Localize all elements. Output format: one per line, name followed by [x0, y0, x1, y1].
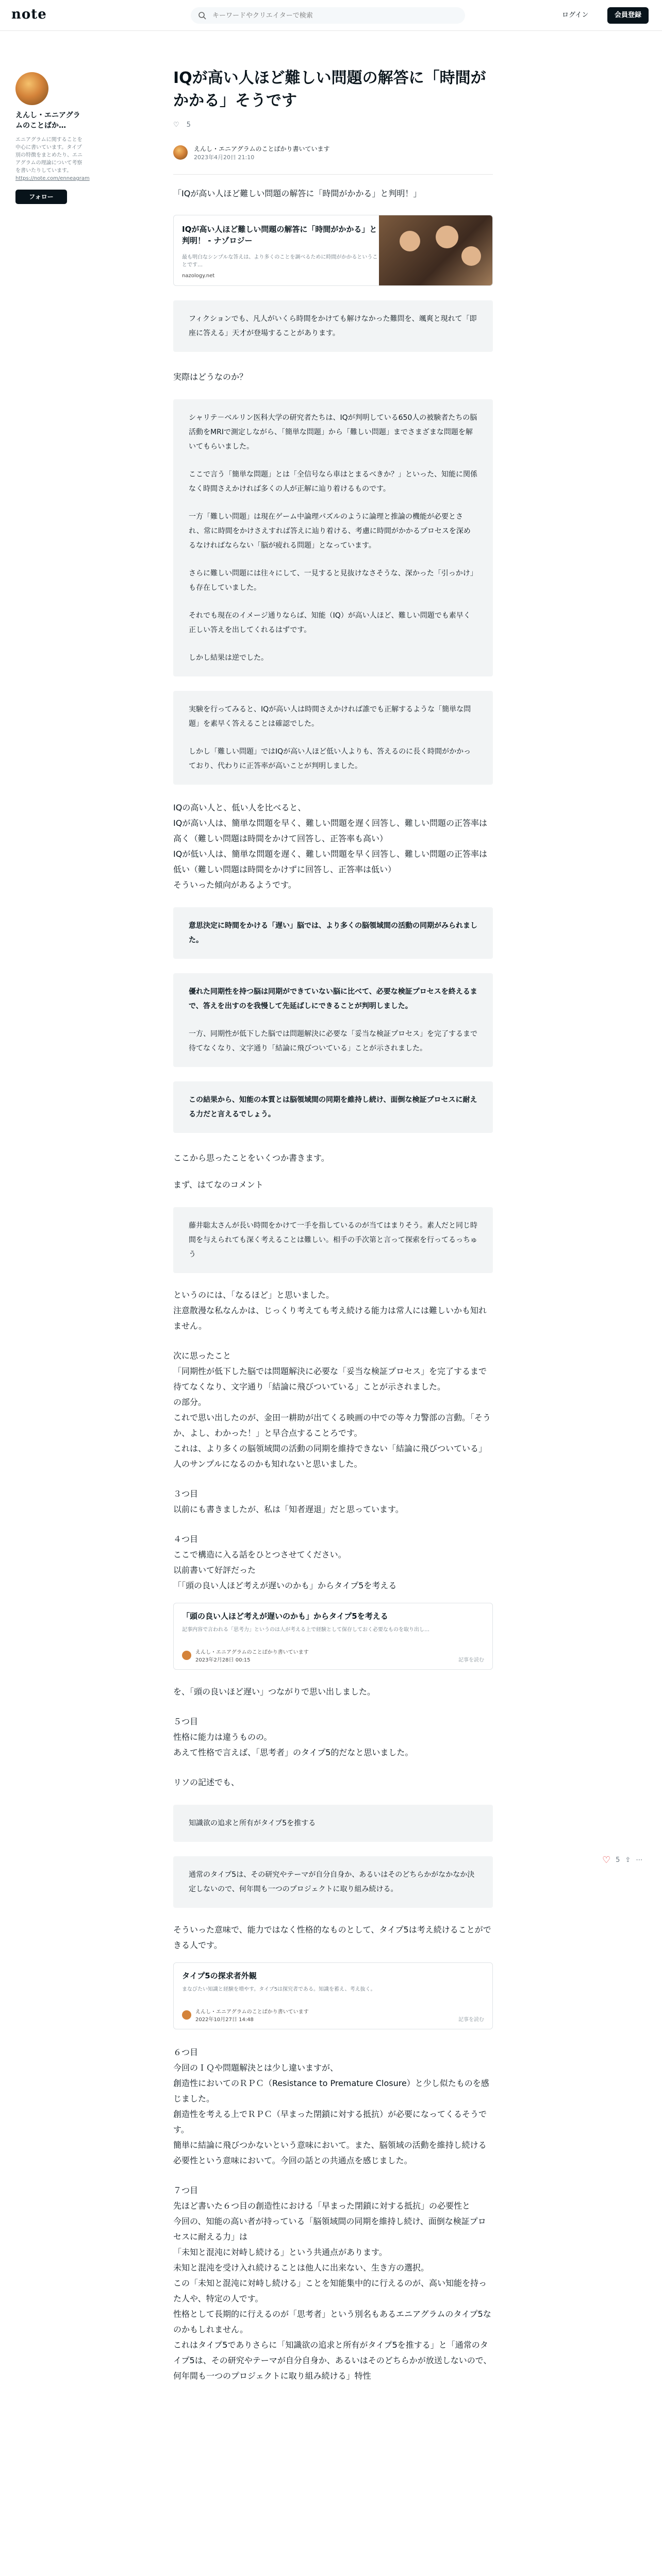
- embed-author-avatar: [182, 1651, 191, 1660]
- paragraph-group: [173, 1486, 493, 1517]
- quote-text: しかし結果は逆でした。: [189, 654, 268, 662]
- quote-text: それでも現在のイメージ通りならば、知能（IQ）が高い人ほど、難しい問題でも素早く正しい答えを出してくれるはずです。: [189, 612, 471, 634]
- quote-text: 藤井聡太さんが長い時間をかけて一手を指しているのが当てはまりそう。素人だと同じ時間を与えられても深く考えることは難しい。相手の手次第と言って探索を行ってるっちゅう: [189, 1222, 477, 1259]
- paragraph: の部分。: [173, 1397, 207, 1407]
- creator-sidebar: [15, 57, 90, 204]
- paragraph: 「「頭の良い人ほど考えが遅いのかも」からタイプ5を考える: [173, 1581, 397, 1590]
- paragraph-group: [173, 2045, 493, 2168]
- embed-read-more[interactable]: 記事を読む: [458, 2017, 484, 2023]
- embedded-note-card[interactable]: [173, 1603, 493, 1670]
- paragraph-group: [173, 2183, 493, 2384]
- more-icon[interactable]: ⋯: [636, 1856, 643, 1864]
- quote-text: しかし「難しい問題」ではIQが高い人ほど低い人よりも、答えるのに長く時間がかかっており、代わりに正答率が高いことが判明しました。: [189, 748, 471, 770]
- article-actions: [173, 118, 493, 131]
- blockquote: [173, 1207, 493, 1273]
- paragraph: まず、はてなのコメント: [173, 1180, 263, 1190]
- paragraph: リソの記述でも、: [173, 1777, 240, 1787]
- paragraph: を、「頭の良いほど遅い」つながりで思い出しました。: [173, 1687, 376, 1697]
- paragraph: そういった意味で、能力ではなく性格的なものとして、タイプ5は考え続けることができる人です。: [173, 1925, 491, 1950]
- embedded-note-card[interactable]: [173, 1962, 493, 2029]
- paragraph: これは、より多くの脳領域間の活動の同期を維持できない「結論に飛びついている」人のサンプルになるのかも知れないと思いました。: [173, 1444, 487, 1469]
- paragraph: 注意散漫な私なんかは、じっくり考えても考え続ける能力は常人には難しいかも知れません。: [173, 1306, 487, 1331]
- paragraph: そういった傾向があるようです。: [173, 880, 296, 890]
- note-logo[interactable]: note: [11, 7, 47, 22]
- lead-text: 「IQが高い人ほど難しい問題の解答に「時間がかかる」と判明！」: [173, 189, 422, 198]
- paragraph: IQが高い人は、簡単な問題を早く、難しい問題を遅く回答し、難しい問題の正答率は高く（難しい問題は時間をかけて回答し、正答率も高い）: [173, 818, 487, 843]
- blockquote: [173, 1856, 493, 1908]
- paragraph: ６つ目: [173, 2047, 198, 2057]
- divider: [173, 174, 493, 175]
- follow-button[interactable]: フォロー: [15, 190, 67, 204]
- paragraph: ４つ目: [173, 1534, 198, 1544]
- like-icon[interactable]: ♡: [173, 121, 179, 129]
- quote-text: 意思決定に時間をかける「遅い」脳では、より多くの脳領域間の活動の同期がみられました。: [189, 922, 477, 944]
- paragraph: ３つ目: [173, 1489, 198, 1499]
- embed-date: 2023年2月28日 00:15: [195, 1657, 251, 1663]
- paragraph: IQが低い人は、簡単な問題を遅く、難しい問題を早く回答し、難しい問題の正答率は低い（難しい問題は時間をかけずに回答し、正答率は低い）: [173, 849, 487, 874]
- embed-author: [182, 1648, 309, 1663]
- creator-name[interactable]: えんし・エニアグラムのことばか…: [15, 111, 80, 130]
- quote-text: ここで言う「簡単な問題」とは「全信号なら車はとまるべきか？」といった、知能に関係なく時間さえかければ多くの人が正解に辿り着けるものです。: [189, 470, 477, 493]
- paragraph: これはタイプ5でありさらに「知識欲の追求と所有がタイプ5を推する」と「通常のタイプ5は、その研究やテーマが自分自身か、あるいはそのどちらかが放送しないので、何年間も一つのプロジェクトに取り組み続ける」特性: [173, 2340, 492, 2381]
- paragraph: 未知と混沌を受け入れ続けることは他人に出来ない、生き方の選択。: [173, 2263, 429, 2273]
- creator-bio: エニアグラムに関することを中心に書いています。タイプ別の特徴をまとめたり、エニアグラムの理論について考察を書いたりしています。: [15, 137, 82, 174]
- link-card-title: IQが高い人ほど難しい問題の解答に「時間がかかる」と判明！ - ナゾロジー: [182, 225, 377, 245]
- embed-author-name: えんし・エニアグラムのことばかり書いています: [195, 2009, 309, 2015]
- quote-text: 一方、同期性が低下した脳では問題解決に必要な「妥当な検証プロセス」を完了するまで待てなくなり、文字通り「結論に飛びついている」ことが示されました。: [189, 1030, 477, 1053]
- section-heading: 実際はどうなのか？: [173, 372, 248, 382]
- paragraph: 以前書いて好評だった: [173, 1565, 256, 1575]
- site-header: [0, 0, 662, 31]
- floating-actions: [602, 1855, 642, 1866]
- paragraph: ５つ目: [173, 1717, 198, 1726]
- quote-text: 知識欲の追求と所有がタイプ5を推する: [189, 1819, 316, 1827]
- embed-title: 「頭の良い人ほど考えが遅いのかも」からタイプ5を考える: [182, 1612, 388, 1621]
- blockquote: [173, 691, 493, 785]
- quote-text: この結果から、知能の本質とは脳領域間の同期を維持し続け、面倒な検証プロセスに耐える力だと言えるでしょう。: [189, 1096, 477, 1118]
- embed-date: 2022年10月27日 14:48: [195, 2017, 254, 2023]
- paragraph: 性格に能力は違うものの。: [173, 1732, 272, 1742]
- paragraph-group: [173, 1532, 493, 1594]
- paragraph: というのには、「なるほど」と思いました。: [173, 1290, 335, 1300]
- embed-title: タイプ5の探求者外観: [182, 1971, 257, 1980]
- paragraph: あえて性格で言えば、「思考者」のタイプ5的だなと思いました。: [173, 1748, 413, 1757]
- paragraph: IQの高い人と、低い人を比べると、: [173, 803, 306, 812]
- blockquote: [173, 1805, 493, 1842]
- login-link[interactable]: ログイン: [562, 11, 589, 19]
- like-heart-icon[interactable]: ♡: [602, 1855, 611, 1866]
- paragraph: ７つ目: [173, 2185, 198, 2195]
- quote-text: 実験を行ってみると、IQが高い人は時間さえかければ誰でも正解するような「簡単な問題」を素早く答えることは確認でした。: [189, 705, 471, 728]
- quote-text: シャリテ－ベルリン医科大学の研究者たちは、IQが判明している650人の被験者たちの脳活動をMRIで測定しながら、「簡単な問題」から「難しい問題」までさまざまな問題を解いてもらいました。: [189, 414, 477, 451]
- paragraph: ここで構造に入る話をひとつさせてください。: [173, 1550, 346, 1560]
- blockquote: [173, 973, 493, 1067]
- author-name[interactable]: えんし・エニアグラムのことばかり書いています: [194, 145, 330, 152]
- publish-date: 2023年4月20日 21:10: [194, 154, 255, 161]
- quote-text: 一方「難しい問題」は現在ゲーム中論理パズルのように論理と推論の機能が必要とされ、常に時間をかけさえすれば答えに辿り着ける、考慮に時間がかかるプロセスを深めるなければならない「脳が疲れる問題」となっています。: [189, 513, 471, 550]
- paragraph: ここから思ったことをいくつか書きます。: [173, 1153, 329, 1163]
- embed-description: まなびたい知識と経験を増やす。タイプ5は探究者である。知識を蓄え、考え抜く。: [182, 1987, 376, 1992]
- paragraph-group: [173, 1714, 493, 1760]
- paragraph-group: [173, 1348, 493, 1472]
- link-card[interactable]: [173, 215, 493, 286]
- blockquote: [173, 907, 493, 959]
- search-box[interactable]: [191, 7, 465, 24]
- creator-avatar[interactable]: [15, 72, 48, 105]
- author-block[interactable]: [173, 141, 493, 164]
- embed-author-avatar: [182, 2010, 191, 2020]
- embed-author: [182, 2007, 309, 2023]
- paragraph: この「未知と混沌に対峙し続ける」ことを知能集中的に行えるのが、高い知能を持った人や、特定の人です。: [173, 2278, 487, 2303]
- blockquote: [173, 300, 493, 352]
- article-title: IQが高い人ほど難しい問題の解答に「時間がかかる」そうです: [173, 69, 486, 110]
- paragraph: 今回の、知能の高い者が持っている「脳領域間の同期を維持し続け、面倒な検証プロセスに耐える力」は: [173, 2216, 486, 2242]
- quote-text: 通常のタイプ5は、その研究やテーマが自分自身か、あるいはそのどちらかがなかなか決定しないので、何年間も一つのプロジェクトに取り組み続ける。: [189, 1871, 475, 1893]
- quote-text: さらに難しい問題には往々にして、一見すると見抜けなさそうな、深かった「引っかけ」も存在していました。: [189, 569, 477, 592]
- paragraph: 次に思ったこと: [173, 1351, 231, 1361]
- floating-like-count: 5: [616, 1856, 620, 1864]
- blockquote: [173, 1081, 493, 1133]
- paragraph: 簡単に結論に飛びつかないという意味において。また、脳領域の活動を維持し続ける必要性という意味において。今回の話との共通点を感じました。: [173, 2140, 487, 2165]
- link-card-thumbnail: [379, 215, 492, 285]
- paragraph: 創造性においてのＲＰＣ（Resistance to Premature Closure）と少し似たものを感じました。: [173, 2078, 489, 2104]
- paragraph: 「未知と混沌に対峙し続ける」という共通点があります。: [173, 2247, 387, 2257]
- embed-read-more[interactable]: 記事を読む: [458, 1657, 484, 1663]
- like-count: 5: [186, 121, 191, 129]
- paragraph: 今回のＩＱや問題解決とは少し違いますが、: [173, 2063, 339, 2073]
- paragraph: 先ほど書いた６つ目の創造性における「早まった閉鎖に対する抵抗」の必要性と: [173, 2201, 471, 2211]
- embed-author-name: えんし・エニアグラムのことばかり書いています: [195, 1650, 309, 1655]
- author-avatar[interactable]: [173, 145, 188, 160]
- paragraph: 性格として長期的に行えるのが「思考者」という別名もあるエニアグラムのタイプ5なのかもしれません。: [173, 2309, 491, 2334]
- signup-button[interactable]: 会員登録: [607, 7, 649, 24]
- article-main: [173, 67, 493, 2384]
- paragraph: 創造性を考える上でＲＰＣ（早まった閉鎖に対する抵抗）が必要になってくるそうです。: [173, 2109, 487, 2134]
- link-card-description: 最も明白なシンプルな答えは、より多くのことを調べるために時間がかかるということです…: [182, 255, 378, 268]
- paragraph: 「同期性が低下した脳では問題解決に必要な「妥当な検証プロセス」を完了するまで待てなくなり、文字通り「結論に飛びついている」ことが示されました。: [173, 1366, 487, 1392]
- paragraph: 以前にも書きましたが、私は「知者遅退」だと思っています。: [173, 1504, 404, 1514]
- share-icon[interactable]: ⇪: [625, 1856, 631, 1864]
- link-card-url: nazology.net: [182, 273, 215, 279]
- quote-text: フィクションでも、凡人がいくら時間をかけても解けなかった難問を、颯爽と現れて「即座に答える」天才が登場することがあります。: [189, 315, 477, 337]
- paragraph-group: [173, 800, 493, 893]
- quote-text: 優れた同期性を持つ脳は同期ができていない脳に比べて、必要な検証プロセスを終えるまで、答えを出すのを我慢して先延ばしにできることが判明しました。: [189, 988, 477, 1010]
- embed-description: 記事内容で言われる「思考力」というのは人が考える上で経験として保存しておく必要なものを取り出し…: [182, 1627, 429, 1633]
- creator-link[interactable]: https://note.com/enneagram: [15, 176, 90, 181]
- paragraph: これで思い出したのが、金田一耕助が出てくる映画の中での等々力警部の言動。「そうか、よし、わかった！」と早合点することろです。: [173, 1413, 491, 1438]
- search-input[interactable]: [211, 7, 459, 24]
- paragraph-group: [173, 1287, 493, 1334]
- blockquote: [173, 399, 493, 676]
- search-icon: [198, 11, 206, 20]
